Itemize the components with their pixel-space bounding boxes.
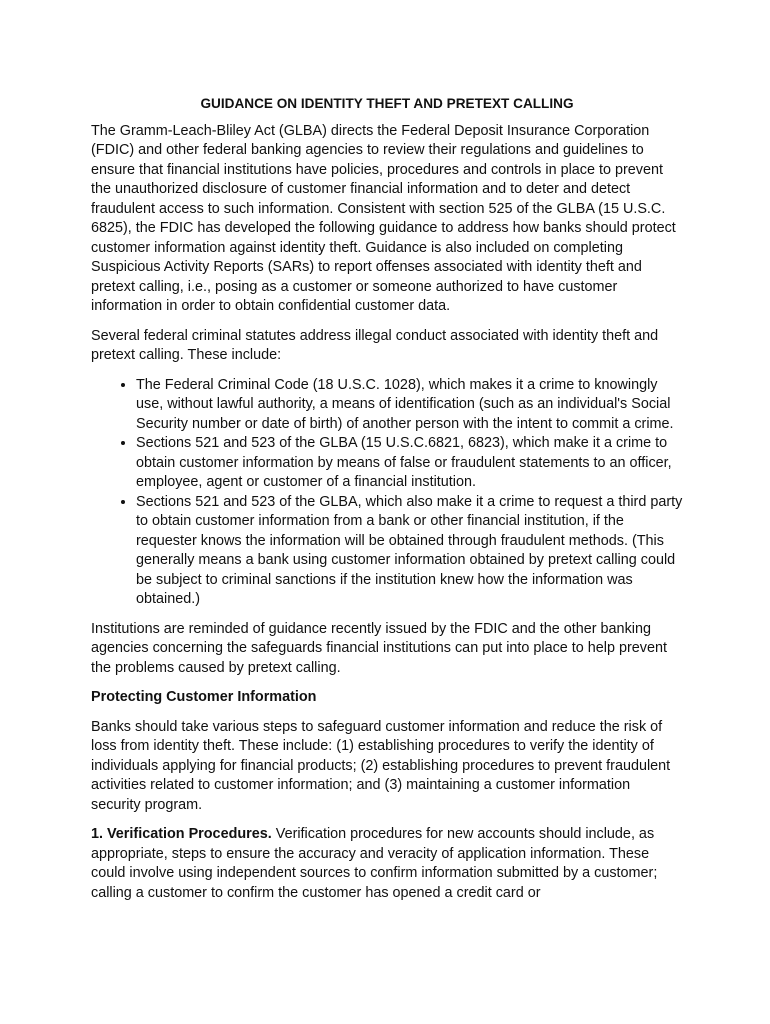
verification-label: 1. Verification Procedures. [91,826,272,842]
statutes-intro-paragraph: Several federal criminal statutes address illegal conduct associated with identity theft and pretext calling. These include: [91,327,659,363]
section-paragraph: Banks should take various steps to safeguard customer information and reduce the risk of loss from identity theft. These include: (1) establishing procedures to verify the identity of individuals applying for financial products; (2) establishing procedures to prevent fraudulent activities related to customer information; and (3) maintaining a customer information security program. [91,718,671,813]
verification-paragraph [91,825,683,903]
list-item: • Sections 521 and 523 of the GLBA (15 U.S.C.6821, 6823), which make it a crime to obtain customer information by means of false or fraudulent statements to an officer, employee, agent or customer of a financial institution. [136,434,683,493]
document-title: GUIDANCE ON IDENTITY THEFT AND PRETEXT CALLING [200,96,574,111]
reminder-paragraph: Institutions are reminded of guidance recently issued by the FDIC and the other banking agencies concerning the safeguards financial institutions can put into place to help prevent the problems caused by pretext calling. [91,620,667,676]
list-item: • The Federal Criminal Code (18 U.S.C. 1028), which makes it a crime to knowingly use, without lawful authority, a means of identification (such as an individual's Social Security number or date of birth) of another person with the intent to commit a crime. [136,376,683,435]
verification-text: Verification procedures for new accounts should include, as appropriate, steps to ensure the accuracy and veracity of application information. These could involve using independent sources to confirm information submitted by a customer; calling a customer to confirm the customer has opened a credit card or [91,826,658,901]
statutes-list [91,376,683,610]
list-item: • Sections 521 and 523 of the GLBA, which also make it a crime to request a third party to obtain customer information from a bank or other financial institution, if the requester knows the information will be obtained through fraudulent methods. (This generally means a bank using customer information obtained by pretext calling could be subject to criminal sanctions if the institution knew how the information was obtained.) [136,493,683,610]
document-page [91,94,683,913]
section-heading: Protecting Customer Information [91,689,317,705]
intro-paragraph: The Gramm-Leach-Bliley Act (GLBA) directs the Federal Deposit Insurance Corporation (FDIC) and other federal banking agencies to review their regulations and guidelines to ensure that financial institutions have policies, procedures and controls in place to prevent the unauthorized disclosure of customer financial information and to deter and detect fraudulent access to such information. Consistent with section 525 of the GLBA (15 U.S.C. 6825), the FDIC has developed the following guidance to address how banks should protect customer information against identity theft. Guidance is also included on completing Suspicious Activity Reports (SARs) to report offenses associated with identity theft and pretext calling, i.e., posing as a customer or someone authorized to have customer information in order to obtain confidential customer data. [91,122,676,314]
